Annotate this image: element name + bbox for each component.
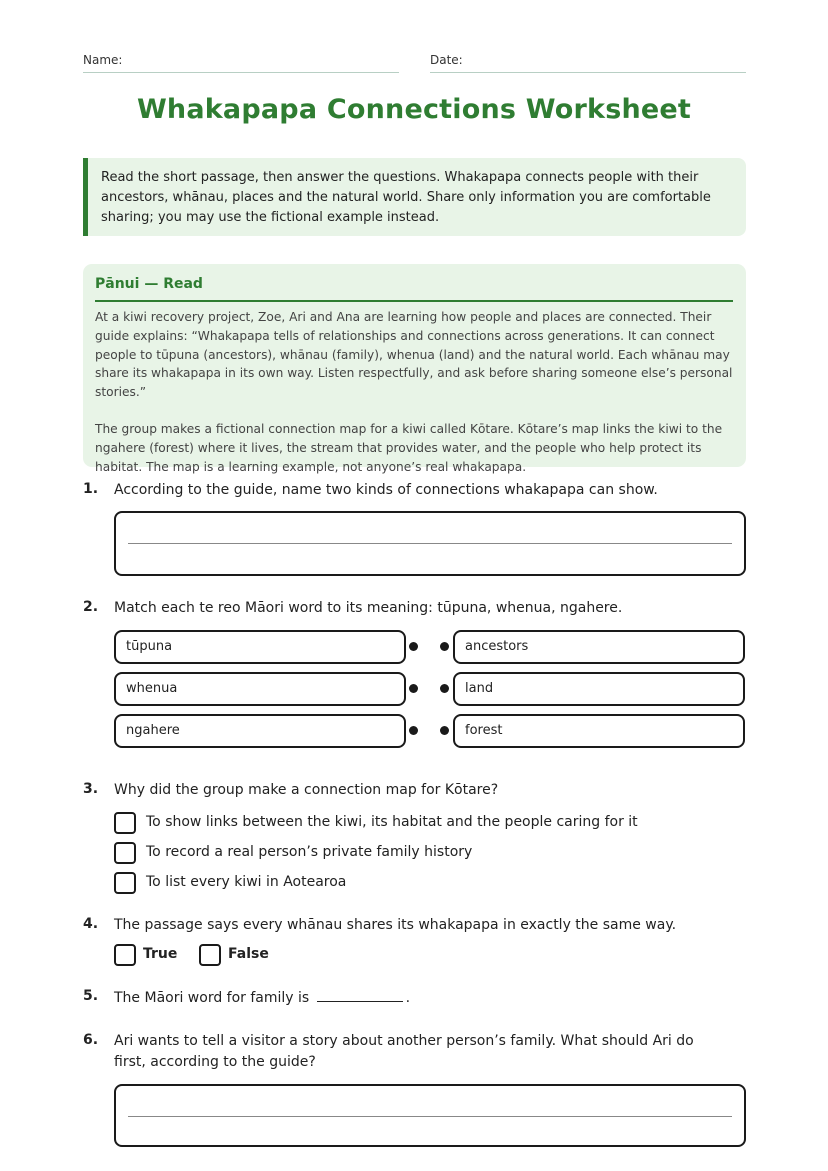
- match-meaning-land[interactable]: land: [453, 672, 745, 706]
- question-6-number: 6.: [83, 1032, 99, 1048]
- match-meaning-ancestors[interactable]: ancestors: [453, 630, 745, 664]
- reading-box: [83, 264, 746, 474]
- question-3-text: Why did the group make a connection map for Kōtare?: [114, 782, 499, 798]
- question-5-text-after: .: [405, 990, 411, 1006]
- match-dot-left[interactable]: [409, 726, 418, 735]
- question-4-text: The passage says every whānau shares its whakapapa in exactly the same way.: [114, 917, 677, 933]
- answer-line: [128, 543, 732, 544]
- question-1-text: According to the guide, name two kinds of connections whakapapa can show.: [114, 482, 658, 498]
- question-2-text: Match each te reo Māori word to its meaning: tūpuna, whenua, ngahere.: [114, 600, 623, 616]
- match-dot-left[interactable]: [409, 684, 418, 693]
- answer-line: [128, 1116, 732, 1117]
- question-3-option-1-text: To show links between the kiwi, its habitat and the people caring for it: [146, 814, 638, 830]
- match-dot-left[interactable]: [409, 642, 418, 651]
- date-field[interactable]: [430, 72, 746, 73]
- match-dot-right[interactable]: [440, 684, 449, 693]
- question-2-number: 2.: [83, 599, 99, 615]
- question-3-option-2-checkbox[interactable]: [114, 842, 136, 864]
- match-dot-right[interactable]: [440, 726, 449, 735]
- question-3-option-3-checkbox[interactable]: [114, 872, 136, 894]
- worksheet-title: Whakapapa Connections Worksheet: [136, 94, 692, 125]
- reading-paragraph-2: The group makes a fictional connection map for a kiwi called Kōtare. Kōtare’s map links the kiwi to the ngahere (forest) where it lives, the stream that provides water, and the people who help protect its habitat. The map is a learning example, not anyone’s real whakapapa.: [95, 421, 723, 474]
- question-1-number: 1.: [83, 481, 99, 497]
- match-meaning-forest[interactable]: forest: [453, 714, 745, 748]
- reading-heading: Pānui — Read: [95, 276, 203, 292]
- match-term-tupuna[interactable]: tūpuna: [114, 630, 406, 664]
- name-field[interactable]: [83, 72, 399, 73]
- question-5-number: 5.: [83, 988, 99, 1004]
- name-label: Name:: [83, 53, 123, 67]
- question-1-answer-box[interactable]: [114, 511, 746, 576]
- false-checkbox[interactable]: [199, 944, 221, 966]
- match-term-ngahere[interactable]: ngahere: [114, 714, 406, 748]
- question-3-option-1-checkbox[interactable]: [114, 812, 136, 834]
- true-label: True: [143, 946, 178, 962]
- match-dot-right[interactable]: [440, 642, 449, 651]
- question-5-text: [114, 987, 410, 1009]
- match-term-whenua[interactable]: whenua: [114, 672, 406, 706]
- question-5-text-before: The Māori word for family is: [114, 990, 310, 1006]
- reading-divider: [95, 300, 733, 302]
- question-3-option-3-text: To list every kiwi in Aotearoa: [146, 874, 347, 890]
- question-6-text: Ari wants to tell a visitor a story about another person’s family. What should Ari do first, according to the guide?: [114, 1033, 694, 1070]
- true-checkbox[interactable]: [114, 944, 136, 966]
- question-3-number: 3.: [83, 781, 99, 797]
- false-label: False: [228, 946, 269, 962]
- question-6-answer-box[interactable]: [114, 1084, 746, 1147]
- instructions-text: Read the short passage, then answer the questions. Whakapapa connects people with their ancestors, whānau, places and the natural world. Share only information you are comfortable sharing; you may use the fictional example instead.: [101, 170, 711, 225]
- instructions-box: [83, 158, 746, 236]
- date-label: Date:: [430, 53, 463, 67]
- question-5-blank[interactable]: [317, 987, 403, 1002]
- question-4-number: 4.: [83, 916, 99, 932]
- question-3-option-2-text: To record a real person’s private family history: [146, 844, 473, 860]
- reading-paragraph-1: At a kiwi recovery project, Zoe, Ari and Ana are learning how people and places are connected. Their guide explains: “Whakapapa tells of relationships and connections across generations. It can connect people to tūpuna (ancestors), whānau (family), whenua (land) and the natural world. Each whānau may share its whakapapa in its own way. Listen respectfully, and ask before sharing someone else’s personal stories.”: [95, 310, 733, 400]
